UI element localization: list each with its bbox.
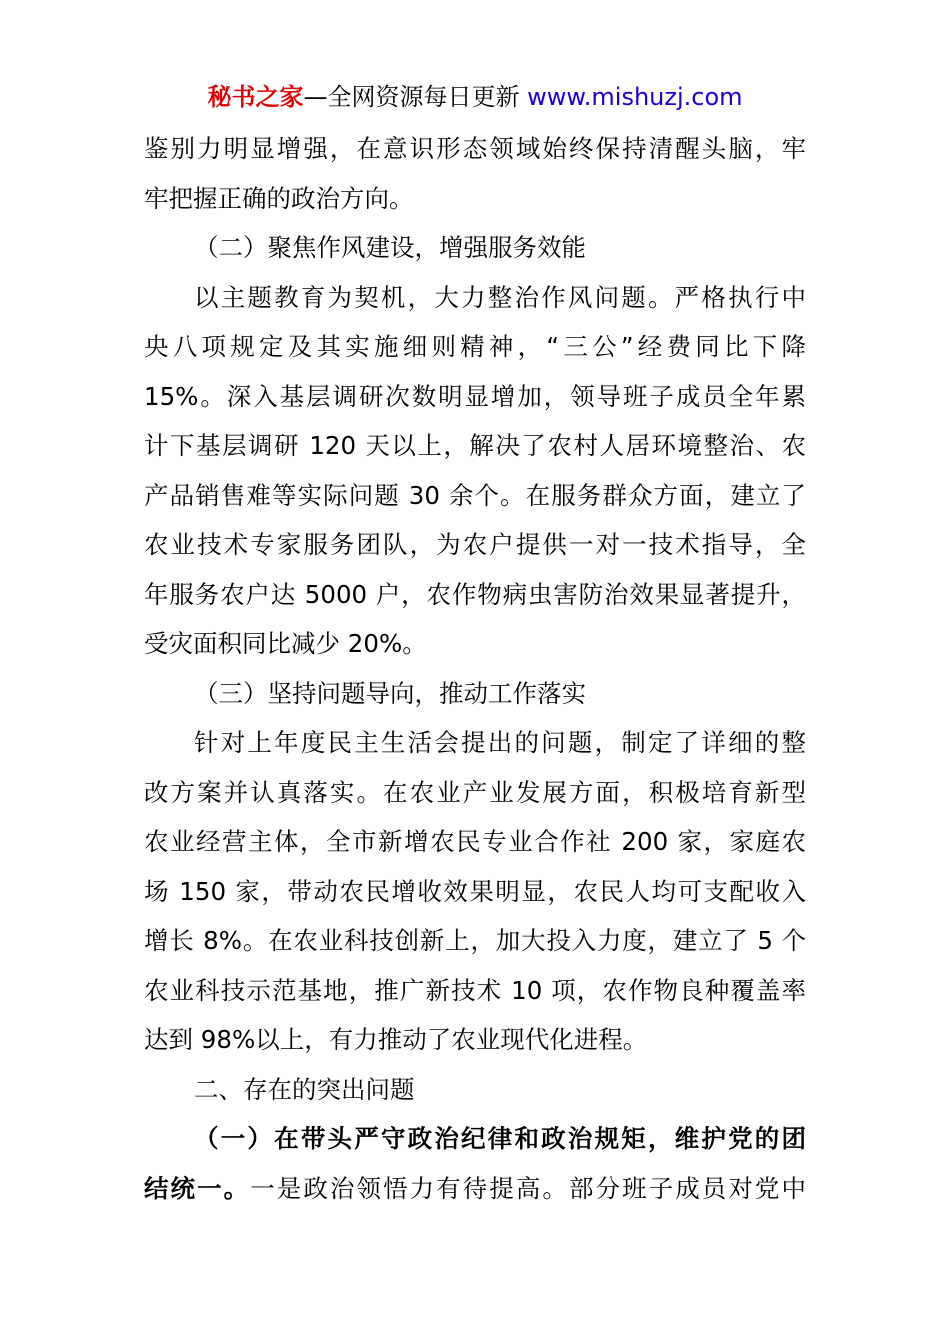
body-line: 鉴别力明显增强，在意识形态领域始终保持清醒头脑，牢 xyxy=(144,134,806,163)
header-tagline: —全网资源每日更新 xyxy=(303,83,520,111)
brand-name: 秘书之家 xyxy=(207,83,304,111)
body-line: 年服务农户达 5000 户，农作物病虫害防治效果显著提升， xyxy=(144,579,806,609)
section-heading: （三）坚持问题导向，推动工作落实 xyxy=(194,678,586,708)
body-line: 农业技术专家服务团队，为农户提供一对一技术指导，全 xyxy=(144,530,806,559)
body-line: 牢把握正确的政治方向。 xyxy=(144,183,414,213)
body-line: 15%。深入基层调研次数明显增加，领导班子成员全年累 xyxy=(144,381,806,411)
body-line: 增长 8%。在农业科技创新上，加大投入力度，建立了 5 个 xyxy=(144,926,806,955)
document-body xyxy=(144,124,806,1213)
body-line: 改方案并认真落实。在农业产业发展方面，积极培育新型 xyxy=(144,777,806,807)
body-line: 央八项规定及其实施细则精神，“三公”经费同比下降 xyxy=(144,332,806,361)
bold-heading-line: （一）在带头严守政治纪律和政治规矩，维护党的团 xyxy=(194,1124,806,1153)
page-header xyxy=(0,80,950,114)
body-line: 产品销售难等实际问题 30 余个。在服务群众方面，建立了 xyxy=(144,480,806,510)
body-line: 农业科技示范基地，推广新技术 10 项，农作物良种覆盖率 xyxy=(144,975,806,1005)
body-line xyxy=(144,1164,806,1214)
body-line: 以主题教育为契机，大力整治作风问题。严格执行中 xyxy=(194,282,806,312)
bold-heading-tail: 结统一。 xyxy=(144,1173,251,1203)
body-line: 计下基层调研 120 天以上，解决了农村人居环境整治、农 xyxy=(144,431,806,460)
body-line: 受灾面积同比减少 20%。 xyxy=(144,629,427,658)
body-line-text: 一是政治领悟力有待提高。部分班子成员对党中 xyxy=(250,1173,806,1203)
body-line: 达到 98%以上，有力推动了农业现代化进程。 xyxy=(144,1025,648,1054)
body-line: 农业经营主体，全市新增农民专业合作社 200 家，家庭农 xyxy=(144,827,806,856)
body-line: 针对上年度民主生活会提出的问题，制定了详细的整 xyxy=(194,728,806,757)
chapter-heading: 二、存在的突出问题 xyxy=(194,1074,415,1104)
body-line: 场 150 家，带动农民增收效果明显，农民人均可支配收入 xyxy=(144,876,806,906)
section-heading: （二）聚焦作风建设，增强服务效能 xyxy=(194,233,586,262)
header-url[interactable]: www.mishuzj.com xyxy=(527,83,743,111)
